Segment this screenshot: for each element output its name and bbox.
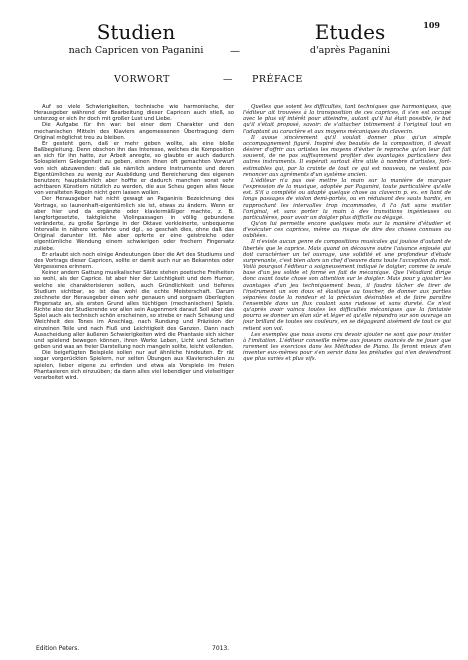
german-paragraph: Er erlaubt sich noch einige Andeutungen über die Art des Studiums und des Vortrags dieser Capricen, sollte er damit auch nur an Bekanntes oder Vergessenes erinnern. (34, 251, 234, 271)
german-column (34, 104, 234, 619)
title-french-main: Etudes (314, 20, 386, 44)
section-heading-german: VORWORT (114, 74, 170, 85)
french-paragraph: Il n'existe aucun genre de compositions musicales qui jouisse d'autant de libertés que le caprice. Mais quand on découvre outre l'aisance enjouée qui doit caractériser un tel ouvrage, une solidité et une profondeur d'étude surprenante, c'est bien alors un chef d'oeuvre dans toute l'acception du mot. Voilà pourquoi l'éditeur a soigneusement indiqué le doigter, comme la seule base d'un jeu solide et formé en fait de mécanique. Que l'étudiant dirige donc avant toute chose son attention sur le doigter. Mais pour y ajouter les avantages d'un jeu techniquement beau, il faudra tâcher de tirer de l'instrument un son doux et élastique au toucher, de donner aux parties séparées toute la rondeur et la précision désirables et de faire paraître l'ensemble dans un flux coulant sans rudesse et sans dureté. Ce n'est qu'après avoir vaincu toutes les difficultés mécaniques que la fantaisie pourra se donner un élan sûr et léger et qu'elle répandra sur son ouvrage un jour brillant de toutes ses couleurs, en se dégageant aisément de tout ce qui retient son vol. (243, 239, 451, 332)
french-paragraph: Qu'on lui permette encore quelques mots sur la manière d'étudier et d'exécuter ces caprices, même au risque de dire des choses connues ou oubliées. (243, 220, 451, 240)
title-german-sub: nach Capricen von Paganini (68, 45, 204, 56)
german-paragraph: Die Aufgabe für ihn war: bei einer dem Charakter und den mechanischen Mitteln des Klaviers angemessenen Übertragung dem Original möglichst treu zu bleiben. (34, 122, 234, 141)
section-dash: — (223, 74, 233, 85)
title-french-sub: d'après Paganini (309, 45, 391, 56)
title-german (36, 22, 236, 56)
title-dash: — (230, 46, 240, 57)
french-paragraph: L'éditeur n'a pas osé mettre la main sur la manière de marquer l'expression de la musique, adoptée par Paganini, toute particulière qu'elle est. S'il a complété ou adapté quelque chose au clavecin p. ex. en liant de longs passages de violon demi-portés, ou en réduisant des sauts hardis, en rapprochant les intervalles trop incommodes, il l'a fait sans mutiler l'original, et sans porter la main à des transitions ingénieuses ou particulières, pour avoir un doigter plus difficile ou dégagé. (243, 177, 451, 221)
page-number: 109 (423, 20, 440, 30)
footer-plate-number: 7013. (212, 645, 230, 652)
title-german-main: Studien (96, 20, 176, 44)
german-paragraph: Keiner andern Gattung musikalischer Sätze stehen poetische Freiheiten so wohl, als der Caprice. Ist aber hier der Leichtigkeit und dem Humor, welche sie charakterisieren sollen, auch Gründlichkeit und tieferes Studium sichtbar, so ist das wohl die echte Meisterschaft. Darum zeichnete der Herausgeber einen sehr genauen und sorgsam überlegten Fingersatz an, als ersten Grund alles tüchtigen (mechanischen) Spiels. Richte also der Studierende vor allen sein Augenmerk darauf. Soll aber das Spiel auch als technisch schön erscheinen, so strebe er nach Schwung und Weichheit des Tones im Anschlag, nach Rundung und Präzision der einzelnen Teile und nach Fluß und Leichtigkeit des Ganzen. Dann nach Ausscheidung aller äußeren Schwierigkeiten wird die Phantasie sich sicher und spielend bewegen können, ihren Werke Leben, Licht und Schatten geben und was an freier Darstellung noch mangeln sollte, leicht vollenden. (34, 270, 234, 351)
french-paragraph: Il avoue sincèrement qu'il voulait donner plus qu'un simple accompagnement figuré. Inspiré des beautés de la composition, il devait désirer d'offrir aux artistes les moyens d'éviter le reproche qu'on leur fait souvent, de ne pas suffisamment profiter des avantages particuliers des autres instruments. Il espérait surtout être utile à nombre d'artistes, fort-estimables qui, par la crainte de tout ce qui est nouveau, ne veulent pas renoncer aux agréments d'un système ancien. (243, 134, 451, 178)
german-paragraph: Die beigefügten Beispiele sollen nur auf ähnliche hindeuten. Er rät sogar vorgerückten Spielern, nur selten Übungen aus Klavierschulen zu spielen, lieber eigene zu erfinden und etwa als Vorspiele im freien Phantasieren sich einzuüben; da dann alles viel lebendiger und vielseitiger verarbeitet wird. (34, 350, 234, 381)
german-paragraph: Auf so viele Schwierigkeiten, technische wie harmonische, der Herausgeber während der Bearbeitung dieser Capricen auch stieß, so unterzog er sich ihr doch mit großer Lust und Liebe. (34, 104, 234, 123)
title-french (250, 22, 450, 56)
footer-publisher: Edition Peters. (36, 645, 80, 652)
french-paragraph: Quelles que soient les difficultés, tant techniques que harmoniques, que l'éditeur ait trouvées à la transposition de ces caprices, il s'en est occupé avec le plus vif intérêt pour atteindre, autant qu'il lui était possible, le but qu'il s'était proposé, savoir: de s'attacher intimement à l'original tout en l'adaptant au caractère et aux moyens mécaniques du clavecin. (243, 104, 451, 135)
section-heading-french: PRÉFACE (252, 74, 303, 85)
french-column (243, 104, 451, 619)
german-paragraph: Der Herausgeber hat nicht gewagt an Paganinis Bezeichnung des Vortrags, so launenhaft-eigentümlich sie ist, etwas zu ändern. Wenn er aber hier und da ergänzte oder klaviermäßiger machte, z. B. langfortgesetzte, taktgleiche Violinpassagen in völlig gebundene veränderte, zu große Sprünge in der Oktave verkleinerte, unbequeme Intervalle in nähere verkehrte und dgl., so geschah dies, ohne daß das Original darunter litt. Nie aber opferte er eine geistreiche oder eigentümliche Wendung einem schwierigen oder frechern Fingersatz zuliebe. (34, 196, 234, 252)
german-paragraph: Er gesteht gern, daß er mehr geben wollte, als eine bloße Baßbegleitung. Denn obschon ihn das Interesse, welches die Komposition an sich für ihn hatte, zur Arbeit anregte, so glaubte er auch dadurch Solospielern Gelegenheit zu geben, einen ihnen oft gemachten Vorwurf von sich abzuwenden: daß sie nämlich andere Instrumente und deren Eigentümliches zu wenig zur Ausbildung und Bereicherung des eigenen benutzen; hauptsächlich aber hoffte er dadurch manchen sonst sehr achtbaren Künstlern nützlich zu werden, die aus Scheu gegen alles Neue von veralteten Regeln nicht gern lassen wollen. (34, 140, 234, 197)
french-paragraph: Les exemples que nous avons cru devoir ajouter ne sont que pour inviter à l'imitation. L'éditeur conseille même aux joueurs avancés de ne jouer que rarement les exercices dans les Méthodes de Piano. Ils feront mieux d'en inventer eux-mêmes pour s'en servir dans les préludes qui n'en deviendront que plus variés et plus vifs. (243, 331, 451, 363)
